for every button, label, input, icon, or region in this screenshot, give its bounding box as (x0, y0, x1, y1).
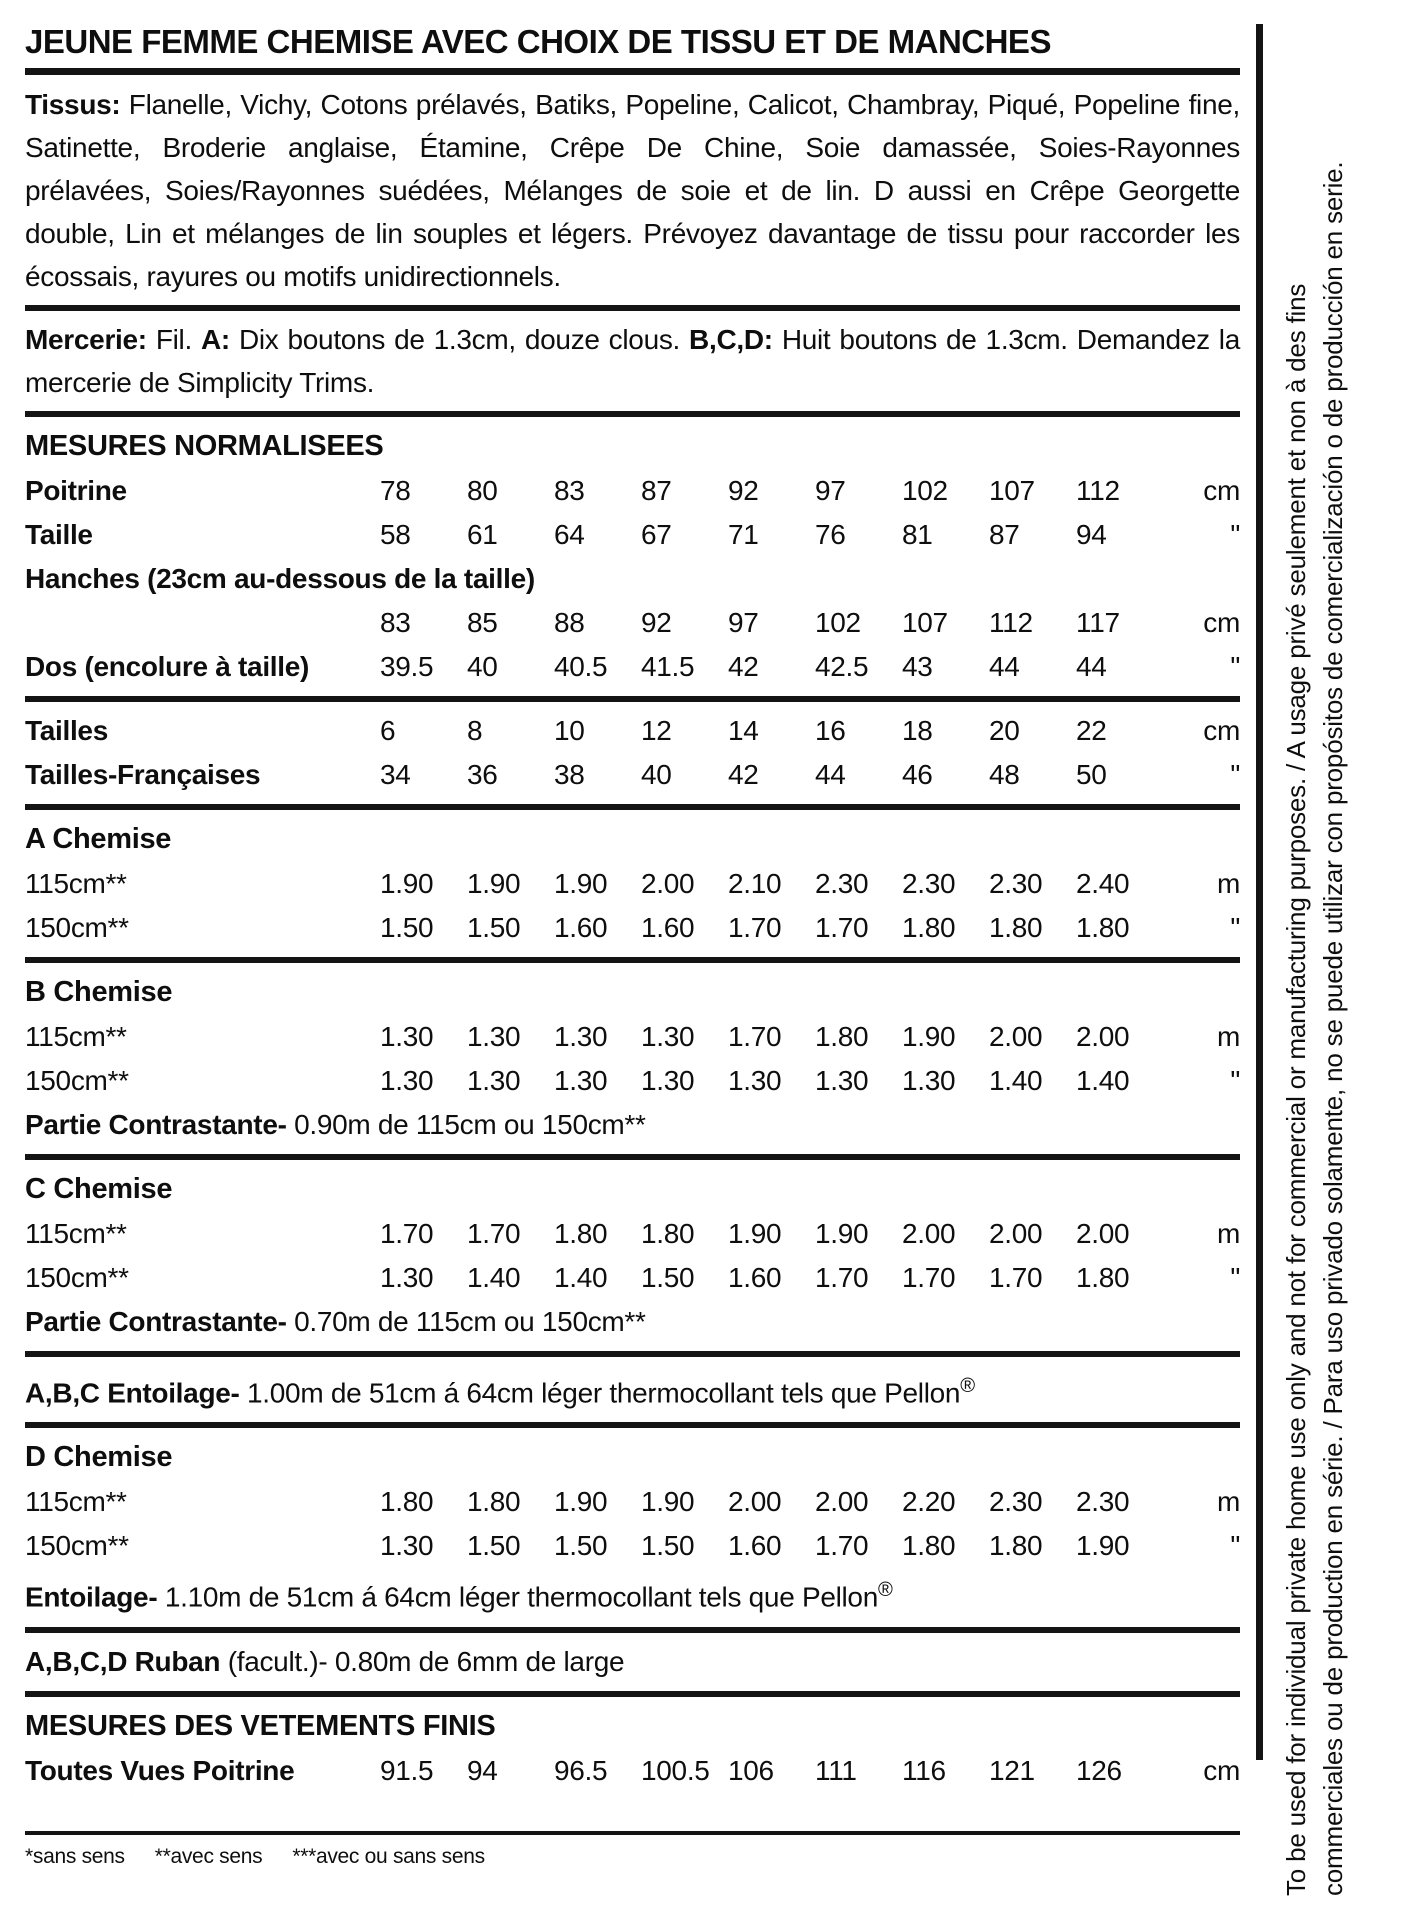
table-cell: 85 (467, 607, 498, 638)
row-unit: m (1216, 1486, 1240, 1518)
row-unit: m (1216, 1218, 1240, 1249)
table-cell: 2.30 (1076, 1486, 1130, 1518)
table-cell: 112 (1076, 475, 1120, 506)
row-unit: cm (1203, 475, 1240, 506)
table-cell: 50 (1076, 759, 1107, 790)
row-unit: m (1216, 868, 1240, 899)
table-row (25, 1059, 1240, 1103)
table-cell: 112 (989, 607, 1033, 638)
row-values (380, 601, 1163, 645)
table-cell: 1.30 (380, 1065, 434, 1096)
table-cell: 2.30 (989, 1486, 1043, 1518)
table-cell: 1.30 (728, 1065, 782, 1096)
table-cell: 83 (380, 607, 411, 638)
table-cell: 64 (554, 519, 585, 550)
table-cell: 8 (467, 715, 483, 746)
divider (25, 1627, 1240, 1633)
divider (25, 68, 1240, 75)
table-cell: 81 (902, 519, 933, 550)
table-cell: 1.30 (467, 1021, 521, 1052)
table-cell: 1.80 (902, 1530, 956, 1562)
text: 1.10m de 51cm á 64cm léger thermocollant tels que Pellon (157, 1581, 878, 1613)
table-cell: 1.90 (815, 1218, 869, 1249)
table-cell: 1.50 (467, 1530, 521, 1562)
row-label: Toutes Vues Poitrine (25, 1754, 295, 1786)
row-unit: cm (1203, 715, 1240, 746)
row-unit: " (1230, 759, 1240, 790)
bold-text: A: (200, 324, 230, 355)
row-label: Poitrine (25, 475, 127, 506)
table-cell: 1.80 (815, 1021, 869, 1052)
bold-text: Mercerie: (25, 324, 147, 355)
table-cell: 1.80 (1076, 1262, 1130, 1293)
table-row (25, 753, 1240, 797)
row-label: 115cm** (25, 868, 127, 899)
bold-text: Partie Contrastante- (25, 1109, 287, 1140)
row-label: 115cm** (25, 1021, 127, 1052)
fabrics-paragraph (25, 83, 1240, 298)
page-title: JEUNE FEMME CHEMISE AVEC CHOIX DE TISSU ET DE MANCHES (25, 23, 1051, 60)
table-cell: 1.90 (902, 1021, 956, 1052)
contrast-note (25, 1300, 1240, 1344)
table-cell: 100.5 (641, 1754, 710, 1786)
table-cell: 36 (467, 759, 498, 790)
divider (25, 696, 1240, 702)
table-cell: 58 (380, 519, 411, 550)
table-cell: 2.30 (989, 868, 1043, 899)
table-cell: 48 (989, 759, 1020, 790)
table-cell: 44 (1076, 651, 1107, 682)
divider (25, 1691, 1240, 1697)
row-values (380, 753, 1163, 797)
row-values (380, 862, 1163, 906)
pattern-sheet (25, 20, 1240, 1873)
divider (25, 1351, 1240, 1357)
table-cell: 61 (467, 519, 498, 550)
table-cell: 94 (467, 1754, 498, 1786)
ribbon-note (25, 1640, 1240, 1684)
table-cell: 2.30 (902, 868, 956, 899)
footnotes (25, 1841, 1240, 1873)
table-cell: 87 (641, 475, 672, 506)
table-cell: 46 (902, 759, 933, 790)
text: Fil. (146, 324, 201, 355)
row-label: Dos (encolure à taille) (25, 651, 310, 682)
table-cell: 41.5 (641, 651, 695, 682)
table-cell: 1.90 (467, 868, 521, 899)
text: (facult.)- 0.80m de 6mm de large (220, 1645, 625, 1677)
table-cell: 102 (815, 607, 861, 638)
table-cell: 20 (989, 715, 1020, 746)
table-row (25, 1015, 1240, 1059)
footnote-with-or-without-nap: ***avec ou sans sens (292, 1844, 485, 1868)
text: Dix boutons de 1.3cm, douze clous. (229, 324, 690, 355)
row-values (380, 906, 1163, 950)
table-row (25, 601, 1240, 645)
row-values (380, 513, 1163, 557)
table-row (25, 513, 1240, 557)
table-cell: 38 (554, 759, 585, 790)
table-row (25, 709, 1240, 753)
section-header: B Chemise (25, 976, 173, 1008)
table-cell: 2.00 (815, 1486, 869, 1518)
table-cell: 2.40 (1076, 868, 1130, 899)
table-cell: 83 (554, 475, 585, 506)
table-cell: 42 (728, 651, 759, 682)
table-cell: 2.10 (728, 868, 782, 899)
table-row (25, 1256, 1240, 1300)
table-cell: 1.30 (554, 1065, 608, 1096)
table-cell: 40.5 (554, 651, 608, 682)
table-cell: 2.00 (641, 868, 695, 899)
divider (25, 804, 1240, 810)
section-b-chemise (25, 970, 1240, 1147)
row-values (380, 1524, 1163, 1568)
table-cell: 96.5 (554, 1754, 608, 1786)
table-cell: 34 (380, 759, 411, 790)
table-row (25, 906, 1240, 950)
table-cell: 116 (902, 1754, 946, 1786)
footnote-with-nap: **avec sens (154, 1844, 263, 1868)
table-cell: 92 (641, 607, 672, 638)
table-cell: 44 (815, 759, 846, 790)
table-cell: 22 (1076, 715, 1107, 746)
table-cell: 1.70 (728, 912, 782, 943)
table-cell: 111 (815, 1754, 857, 1786)
table-cell: 1.30 (641, 1065, 695, 1096)
copyright-notice (1278, 46, 1352, 1896)
table-cell: 1.90 (380, 868, 434, 899)
table-cell: 10 (554, 715, 585, 746)
table-cell: 2.00 (728, 1486, 782, 1518)
copyright-notice-line1: To be used for individual private home use only and not for commercial or manufacturing purposes. / A usage privé seulement et non à des fins (1281, 283, 1311, 1896)
row-label: 150cm** (25, 912, 129, 943)
footnote-without-nap: *sans sens (25, 1844, 125, 1868)
row-unit: " (1230, 651, 1240, 682)
table-cell: 1.80 (641, 1218, 695, 1249)
table-cell: 1.30 (641, 1021, 695, 1052)
text: 1.00m de 51cm á 64cm léger thermocollant tels que Pellon (239, 1377, 961, 1409)
table-cell: 1.70 (902, 1262, 956, 1293)
row-label: 115cm** (25, 1218, 127, 1249)
row-unit: cm (1203, 1754, 1240, 1786)
hips-label: Hanches (23cm au-dessous de la taille) (25, 563, 535, 594)
table-cell: 14 (728, 715, 759, 746)
table-cell: 1.50 (554, 1530, 608, 1562)
section-header: C Chemise (25, 1173, 173, 1205)
vertical-divider (1256, 24, 1263, 1760)
interfacing-d-note (25, 1568, 1240, 1619)
notions-paragraph (25, 318, 1240, 404)
table-cell: 1.80 (989, 912, 1043, 943)
table-cell: 2.00 (1076, 1021, 1130, 1052)
row-label: 150cm** (25, 1262, 129, 1293)
divider (25, 305, 1240, 311)
table-cell: 102 (902, 475, 948, 506)
table-cell: 42.5 (815, 651, 869, 682)
table-cell: 1.50 (641, 1530, 695, 1562)
table-cell: 1.80 (989, 1530, 1043, 1562)
row-label: 115cm** (25, 1486, 127, 1518)
table-cell: 2.00 (1076, 1218, 1130, 1249)
table-cell: 44 (989, 651, 1020, 682)
table-cell: 1.50 (380, 912, 434, 943)
table-cell: 1.60 (728, 1530, 782, 1562)
table-cell: 121 (989, 1754, 1035, 1786)
table-cell: 1.80 (380, 1486, 434, 1518)
table-cell: 1.40 (467, 1262, 521, 1293)
table-cell: 1.40 (989, 1065, 1043, 1096)
table-cell: 1.70 (467, 1218, 521, 1249)
table-cell: 1.50 (467, 912, 521, 943)
row-values (380, 1749, 1163, 1793)
table-cell: 1.30 (380, 1530, 434, 1562)
body-measurements-header: MESURES NORMALISEES (25, 430, 384, 462)
table-cell: 1.30 (380, 1021, 434, 1052)
table-row (25, 1749, 1240, 1793)
table-cell: 92 (728, 475, 759, 506)
table-cell: 2.20 (902, 1486, 956, 1518)
finished-measurements-header: MESURES DES VETEMENTS FINIS (25, 1709, 496, 1742)
section-c-chemise (25, 1167, 1240, 1344)
row-values (380, 645, 1163, 689)
row-values (380, 1256, 1163, 1300)
table-cell: 43 (902, 651, 933, 682)
row-unit: " (1230, 912, 1240, 943)
table-cell: 40 (641, 759, 672, 790)
fabrics-text: Flanelle, Vichy, Cotons prélavés, Batiks, Popeline, Calicot, Chambray, Piqué, Popeline fine, Satinette, Broderie anglaise, Étamine, Crêpe De Chine, Soie damassée, Soies-Rayonnes prélavées, Soies/Rayonnes suédées, Mélanges de soie et de lin. D aussi en Crêpe Georgette double, Lin et mélanges de lin souples et légers. Prévoyez davantage de tissu pour raccorder les écossais, rayures ou motifs unidirectionnels. (25, 89, 1240, 292)
row-label: Tailles-Françaises (25, 759, 261, 790)
table-cell: 107 (989, 475, 1035, 506)
table-cell: 107 (902, 607, 948, 638)
table-row (25, 862, 1240, 906)
divider (25, 1154, 1240, 1160)
table-cell: 1.60 (728, 1262, 782, 1293)
section-a-chemise (25, 817, 1240, 950)
table-cell: 87 (989, 519, 1020, 550)
table-cell: 88 (554, 607, 585, 638)
table-row (25, 1212, 1240, 1256)
section-header: D Chemise (25, 1441, 173, 1474)
table-cell: 67 (641, 519, 672, 550)
table-cell: 1.40 (1076, 1065, 1130, 1096)
table-cell: 80 (467, 475, 498, 506)
divider (25, 1422, 1240, 1428)
table-cell: 1.90 (554, 868, 608, 899)
table-cell: 16 (815, 715, 846, 746)
section-header: A Chemise (25, 823, 172, 855)
table-cell: 1.30 (815, 1065, 869, 1096)
interfacing-abc-note (25, 1364, 1240, 1415)
row-unit: " (1230, 1262, 1240, 1293)
table-cell: 1.90 (554, 1486, 608, 1518)
divider (25, 411, 1240, 417)
bold-text: A,B,C,D Ruban (25, 1645, 221, 1677)
table-cell: 1.90 (641, 1486, 695, 1518)
table-cell: 117 (1076, 607, 1120, 638)
table-cell: 1.70 (815, 1530, 869, 1562)
row-values (380, 709, 1163, 753)
table-cell: 1.40 (554, 1262, 608, 1293)
table-cell: 1.50 (641, 1262, 695, 1293)
table-cell: 1.80 (554, 1218, 608, 1249)
row-unit: cm (1203, 607, 1240, 638)
table-cell: 76 (815, 519, 846, 550)
registered-mark: ® (877, 1579, 893, 1602)
table-cell: 94 (1076, 519, 1107, 550)
text: 0.90m de 115cm ou 150cm** (286, 1109, 646, 1140)
table-cell: 97 (728, 607, 759, 638)
fabrics-label: Tissus: (25, 89, 121, 120)
row-values (380, 1059, 1163, 1103)
bold-text: B,C,D: (689, 324, 773, 355)
table-cell: 97 (815, 475, 846, 506)
bold-text: Partie Contrastante- (25, 1306, 287, 1337)
table-cell: 1.70 (815, 1262, 869, 1293)
row-unit: " (1230, 1065, 1240, 1096)
table-cell: 1.30 (380, 1262, 434, 1293)
row-unit: " (1230, 1530, 1240, 1562)
table-cell: 126 (1076, 1754, 1122, 1786)
registered-mark: ® (960, 1375, 975, 1397)
table-cell: 106 (728, 1754, 774, 1786)
finished-measurements-section (25, 1704, 1240, 1793)
table-cell: 1.80 (467, 1486, 521, 1518)
table-cell: 1.30 (467, 1065, 521, 1096)
table-cell: 1.60 (641, 912, 695, 943)
row-unit: m (1216, 1021, 1240, 1052)
table-cell: 6 (380, 715, 396, 746)
text: Huit boutons de 1.3cm. Demandez la mercerie de Simplicity Trims. (25, 324, 1241, 398)
row-values (380, 469, 1163, 513)
table-cell: 2.30 (815, 868, 869, 899)
table-row (25, 1480, 1240, 1524)
table-row (25, 469, 1240, 513)
table-cell: 39.5 (380, 651, 434, 682)
table-cell: 1.80 (1076, 912, 1130, 943)
table-cell: 1.70 (380, 1218, 434, 1249)
table-cell: 1.30 (554, 1021, 608, 1052)
table-cell: 78 (380, 475, 411, 506)
table-cell: 2.00 (902, 1218, 956, 1249)
section-d-chemise (25, 1435, 1240, 1619)
table-cell: 71 (728, 519, 759, 550)
table-cell: 1.30 (902, 1065, 956, 1096)
row-unit: " (1230, 519, 1240, 550)
row-label: 150cm** (25, 1530, 129, 1562)
table-cell: 1.80 (902, 912, 956, 943)
text: 0.70m de 115cm ou 150cm** (286, 1306, 646, 1337)
table-cell: 1.90 (728, 1218, 782, 1249)
table-cell: 91.5 (380, 1754, 434, 1786)
divider (25, 1831, 1240, 1835)
row-values (380, 1015, 1163, 1059)
table-cell: 1.70 (815, 912, 869, 943)
row-label: Taille (25, 519, 93, 550)
table-row (25, 645, 1240, 689)
row-values (380, 1212, 1163, 1256)
contrast-note (25, 1103, 1240, 1147)
row-values (380, 1480, 1163, 1524)
bold-text: Entoilage- (25, 1581, 158, 1613)
table-cell: 1.90 (1076, 1530, 1130, 1562)
table-cell: 1.70 (728, 1021, 782, 1052)
table-cell: 40 (467, 651, 498, 682)
table-cell: 1.60 (554, 912, 608, 943)
table-cell: 2.00 (989, 1021, 1043, 1052)
table-cell: 12 (641, 715, 672, 746)
table-row (25, 1524, 1240, 1568)
row-label: Tailles (25, 715, 108, 746)
divider (25, 957, 1240, 963)
table-cell: 42 (728, 759, 759, 790)
table-cell: 2.00 (989, 1218, 1043, 1249)
table-cell: 18 (902, 715, 933, 746)
table-cell: 1.70 (989, 1262, 1043, 1293)
copyright-notice-line2: commerciales ou de production en série. / Para uso privado solamente, no se puede utilizar con propósitos de comercialización o de producción en serie. (1318, 161, 1348, 1896)
row-label: 150cm** (25, 1065, 129, 1096)
bold-text: A,B,C Entoilage- (25, 1377, 240, 1409)
